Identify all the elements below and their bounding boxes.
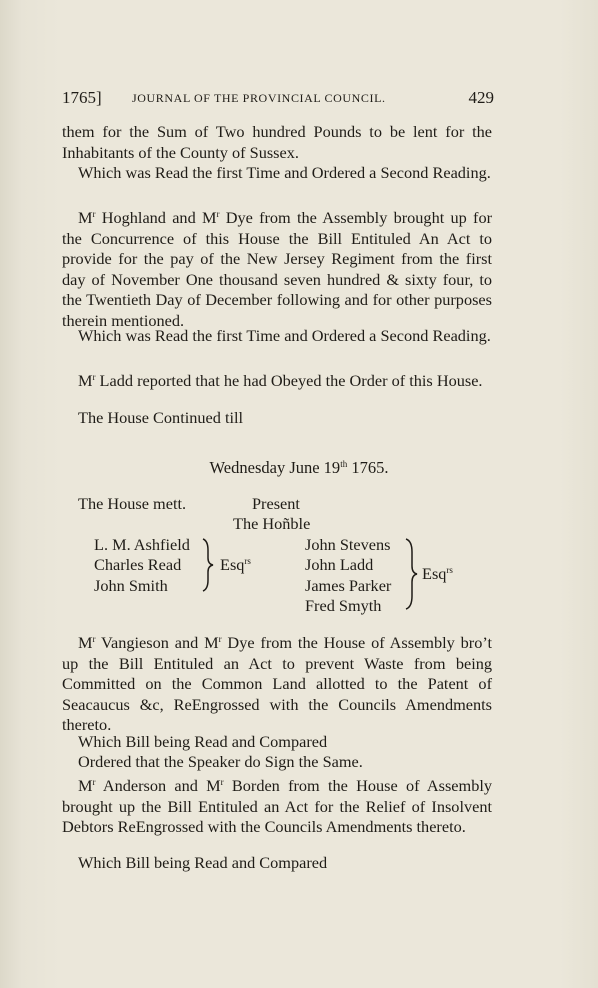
member-name: Fred Smyth [305,596,382,615]
text-run: Vangieson and M [95,633,219,652]
left-brace [200,536,214,594]
superscript: r [218,634,222,644]
text-run: M [78,633,93,652]
member-name: John Stevens [305,535,391,554]
house-mett-label: The House mett. [78,494,187,513]
page-number: 429 [468,88,494,107]
header-title: JOURNAL OF THE PROVINCIAL COUNCIL. [132,91,386,105]
session-date [0,458,598,478]
text-run: M [78,371,93,390]
text-run: Ladd reported that he had Obeyed the Order of this House. [95,371,483,390]
right-esquires [422,564,453,584]
text-run: Dye from the House of Assembly bro’t up the Bill Entituled an Act to prevent Waste from being Committed on the Common Land allotted to the Patent of Seacaucus &c, ReEngrossed with the Councils Amendments thereto. [62,633,492,735]
title-text: Esq [220,555,245,574]
superscript: rs [244,556,251,566]
text-run: M [78,208,93,227]
paragraph [62,772,492,838]
member-name: L. M. Ashfield [94,535,190,554]
text-run: Anderson and M [95,776,221,795]
paragraph: Which Bill being Read and Compared [78,853,328,872]
paragraph [62,204,492,332]
right-brace [403,536,419,612]
paragraph: Which Bill being Read and Compared [78,732,328,751]
paragraph: them for the Sum of Two hundred Pounds to be lent for the Inhabitants of the County of Sussex. [62,122,492,162]
superscript: r [92,777,96,787]
text-run: Hoghland and M [95,208,217,227]
paragraph: The House Continued till [78,408,244,427]
member-name: Charles Read [94,555,182,574]
paragraph: Ordered that the Speaker do Sign the Same. [78,752,363,771]
left-esquires [220,555,251,575]
superscript: th [340,459,348,469]
title-text: Esq [422,564,447,583]
superscript: r [92,372,96,382]
paragraph: Which was Read the first Time and Ordered a Second Reading. [78,326,491,345]
text-run: Borden from the House of Assembly brought up the Bill Entituled an Act for the Relief of Insolvent Debtors ReEngrossed with the Councils Amendments thereto. [62,776,493,837]
superscript: r [92,634,96,644]
text-run: Dye from the Assembly brought up for the Concurrence of this House the Bill Entituled An Act to provide for the pay of the New Jersey Regiment from the first day of November One thousand seven hundred & sixty four, to the Twentieth Day of December following and for other purposes therein mentioned. [62,208,493,330]
superscript: r [92,209,96,219]
paragraph: Which was Read the first Time and Ordered a Second Reading. [78,163,491,182]
superscript: rs [446,565,453,575]
honble-label: The Hoñble [233,514,311,533]
member-name: John Smith [94,576,168,595]
member-name: John Ladd [305,555,374,574]
header-year: 1765] [62,88,102,107]
text-run: M [78,776,93,795]
member-name: James Parker [305,576,392,595]
superscript: r [216,209,220,219]
present-label: Present [252,494,300,513]
date-text: 1765. [347,458,389,477]
date-text: Wednesday June 19 [209,458,341,477]
running-header [62,88,494,112]
superscript: r [220,777,224,787]
paragraph [62,367,492,392]
paragraph [62,629,492,736]
